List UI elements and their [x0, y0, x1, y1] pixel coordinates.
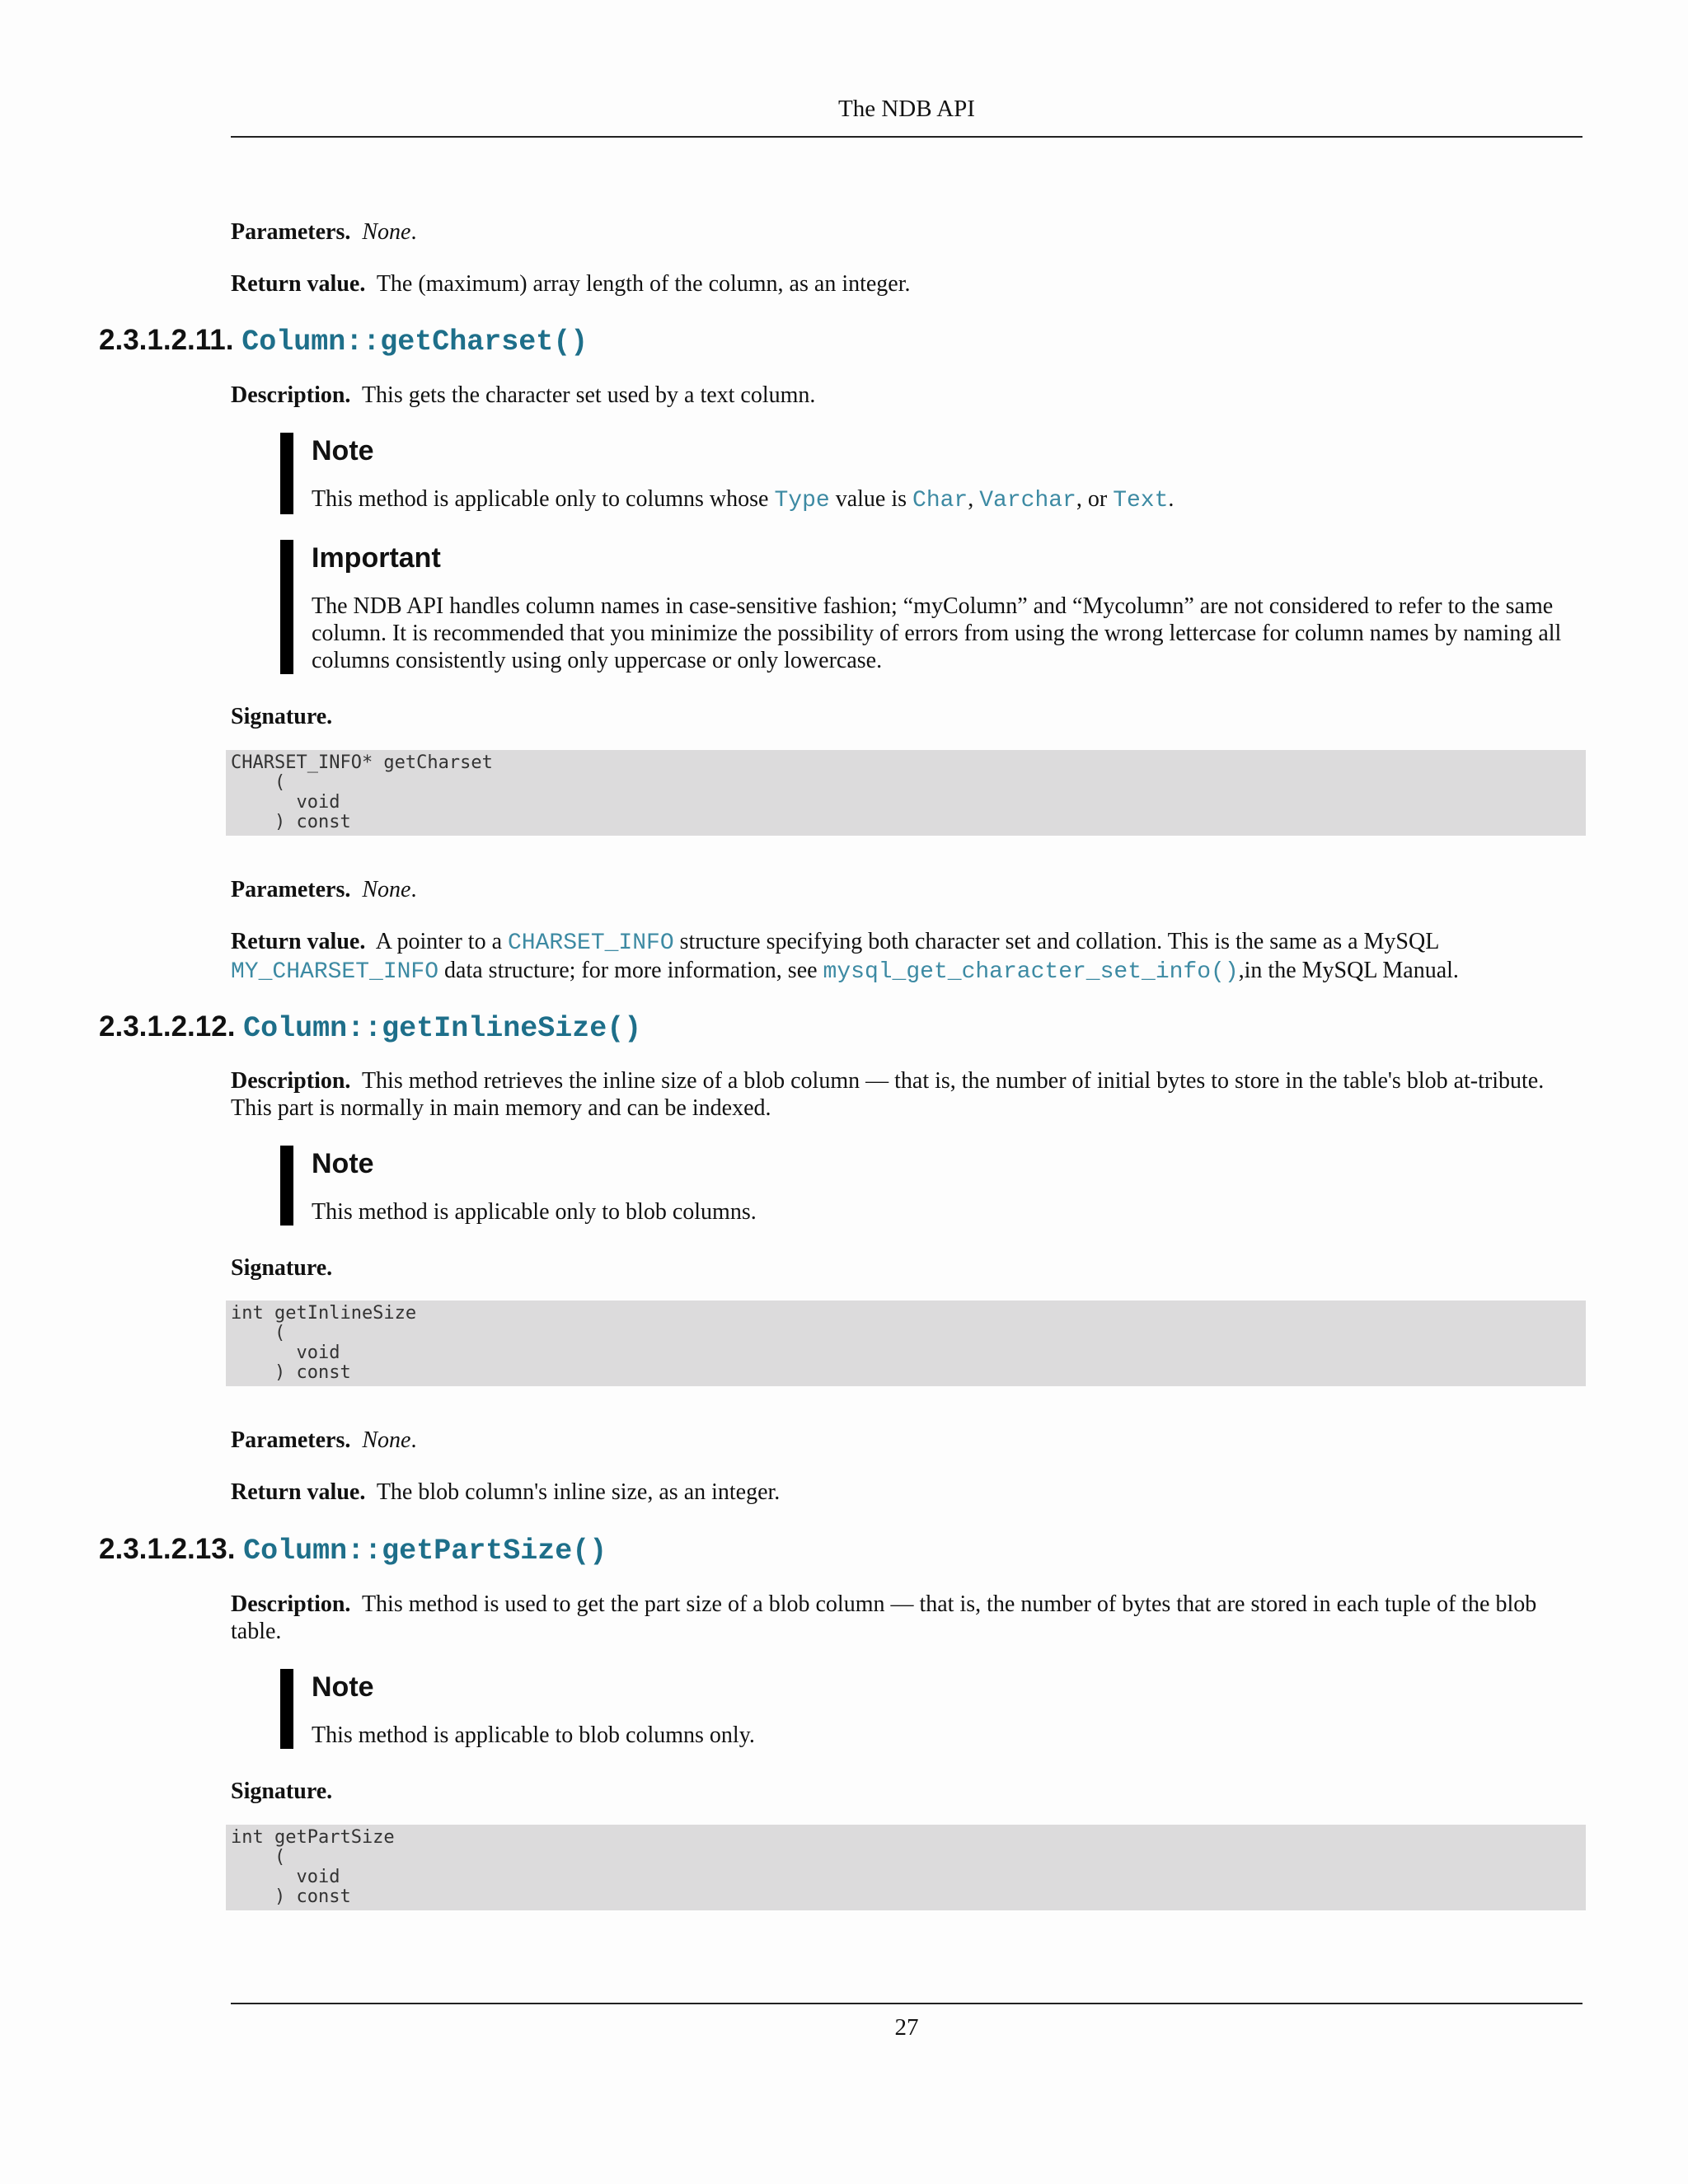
description-label: Description. [231, 1068, 351, 1094]
note-title: Note [312, 1148, 374, 1179]
page-number: 27 [894, 2014, 919, 2041]
parameters-line: Parameters. None. [231, 877, 417, 902]
description-line [231, 1067, 1582, 1122]
signature-code-block: int getPartSize ( void ) const [226, 1825, 1586, 1910]
signature-label-line [231, 1778, 1582, 1805]
parameters-line: Parameters. None. [231, 219, 417, 245]
section-title-link[interactable]: Column::getInlineSize() [243, 1012, 642, 1045]
return-value-line [231, 270, 1582, 298]
section-number: 2.3.1.2.11. [99, 324, 234, 356]
description-label: Description. [231, 382, 351, 408]
return-value-line: Return value. A pointer to a CHARSET_INFO structure specifying both character set and collation. This is the same as a MySQL MY_CHARSET_INFO data structure; for more information, see mysql_get_character_set_info(),in the MySQL Manual. [231, 929, 1459, 985]
parameters-label: Parameters. [231, 1427, 351, 1453]
return-value-text: The (maximum) array length of the column, as an integer. [376, 271, 911, 297]
parameters-value: None [362, 1427, 411, 1453]
varchar-link[interactable]: Varchar [979, 488, 1076, 513]
parameters-value: None [362, 219, 411, 245]
return-value-line [231, 1479, 1582, 1506]
note-box [280, 433, 1597, 514]
note-body: This method is applicable to blob columns only. [312, 1722, 755, 1748]
signature-code-block: CHARSET_INFO* getCharset ( void ) const [226, 750, 1586, 836]
description-line [231, 382, 1582, 409]
note-title: Note [312, 1671, 374, 1703]
mysql-get-character-set-info-link[interactable]: mysql_get_character_set_info() [823, 959, 1239, 985]
return-value-label: Return value. [231, 1479, 366, 1505]
note-box [280, 1669, 1597, 1749]
section-title-link[interactable]: Column::getCharset() [241, 326, 588, 359]
page-header: The NDB API [838, 96, 975, 122]
note-box [280, 1146, 1597, 1226]
section-number: 2.3.1.2.12. [99, 1010, 236, 1043]
description-text: This gets the character set used by a text column. [361, 382, 816, 408]
text-link[interactable]: Text [1113, 488, 1169, 513]
description-text: This method is used to get the part size of a blob column — that is, the number of bytes that are stored in each tuple of the blob table. [231, 1591, 1537, 1644]
important-body: The NDB API handles column names in case-sensitive fashion; “myColumn” and “Mycolumn” are not considered to refer to the same column. It is recommended that you minimize the possibility of errors from using the wrong lettercase for column names by naming all columns consistently using only uppercase or only lowercase. [312, 593, 1562, 673]
return-value-label: Return value. [231, 271, 366, 297]
note-title: Note [312, 435, 374, 466]
signature-label-line [231, 1254, 1582, 1282]
description-text: This method retrieves the inline size of a blob column — that is, the number of initial bytes to store in the table's blob at-tribute. This part is normally in main memory and can be indexed. [231, 1068, 1545, 1121]
signature-label: Signature. [231, 1255, 333, 1281]
section-heading-getcharset [99, 322, 1582, 360]
type-link[interactable]: Type [774, 488, 830, 513]
signature-label: Signature. [231, 704, 333, 729]
char-link[interactable]: Char [912, 488, 968, 513]
my-charset-info-link[interactable]: MY_CHARSET_INFO [231, 959, 439, 985]
return-value-text: The blob column's inline size, as an integer. [376, 1479, 781, 1505]
charset-info-link[interactable]: CHARSET_INFO [508, 930, 674, 956]
section-title-link[interactable]: Column::getPartSize() [243, 1535, 607, 1568]
note-body: This method is applicable only to columns whose Type value is Char, Varchar, or Text. [312, 486, 1175, 513]
note-body: This method is applicable only to blob columns. [312, 1199, 757, 1225]
parameters-value: None [362, 877, 411, 902]
description-label: Description. [231, 1591, 351, 1617]
important-title: Important [312, 542, 441, 574]
section-heading-getinlinesize [99, 1009, 1582, 1047]
parameters-label: Parameters. [231, 877, 351, 902]
signature-label-line [231, 703, 1582, 730]
important-box [280, 540, 1597, 674]
signature-label: Signature. [231, 1779, 333, 1804]
section-number: 2.3.1.2.13. [99, 1533, 236, 1565]
header-rule [231, 136, 1582, 138]
parameters-line: Parameters. None. [231, 1427, 417, 1453]
parameters-label: Parameters. [231, 219, 351, 245]
footer-rule [231, 2003, 1582, 2004]
section-heading-getpartsize [99, 1531, 1582, 1569]
return-value-label: Return value. [231, 929, 366, 954]
signature-code-block: int getInlineSize ( void ) const [226, 1301, 1586, 1386]
description-line [231, 1591, 1582, 1645]
